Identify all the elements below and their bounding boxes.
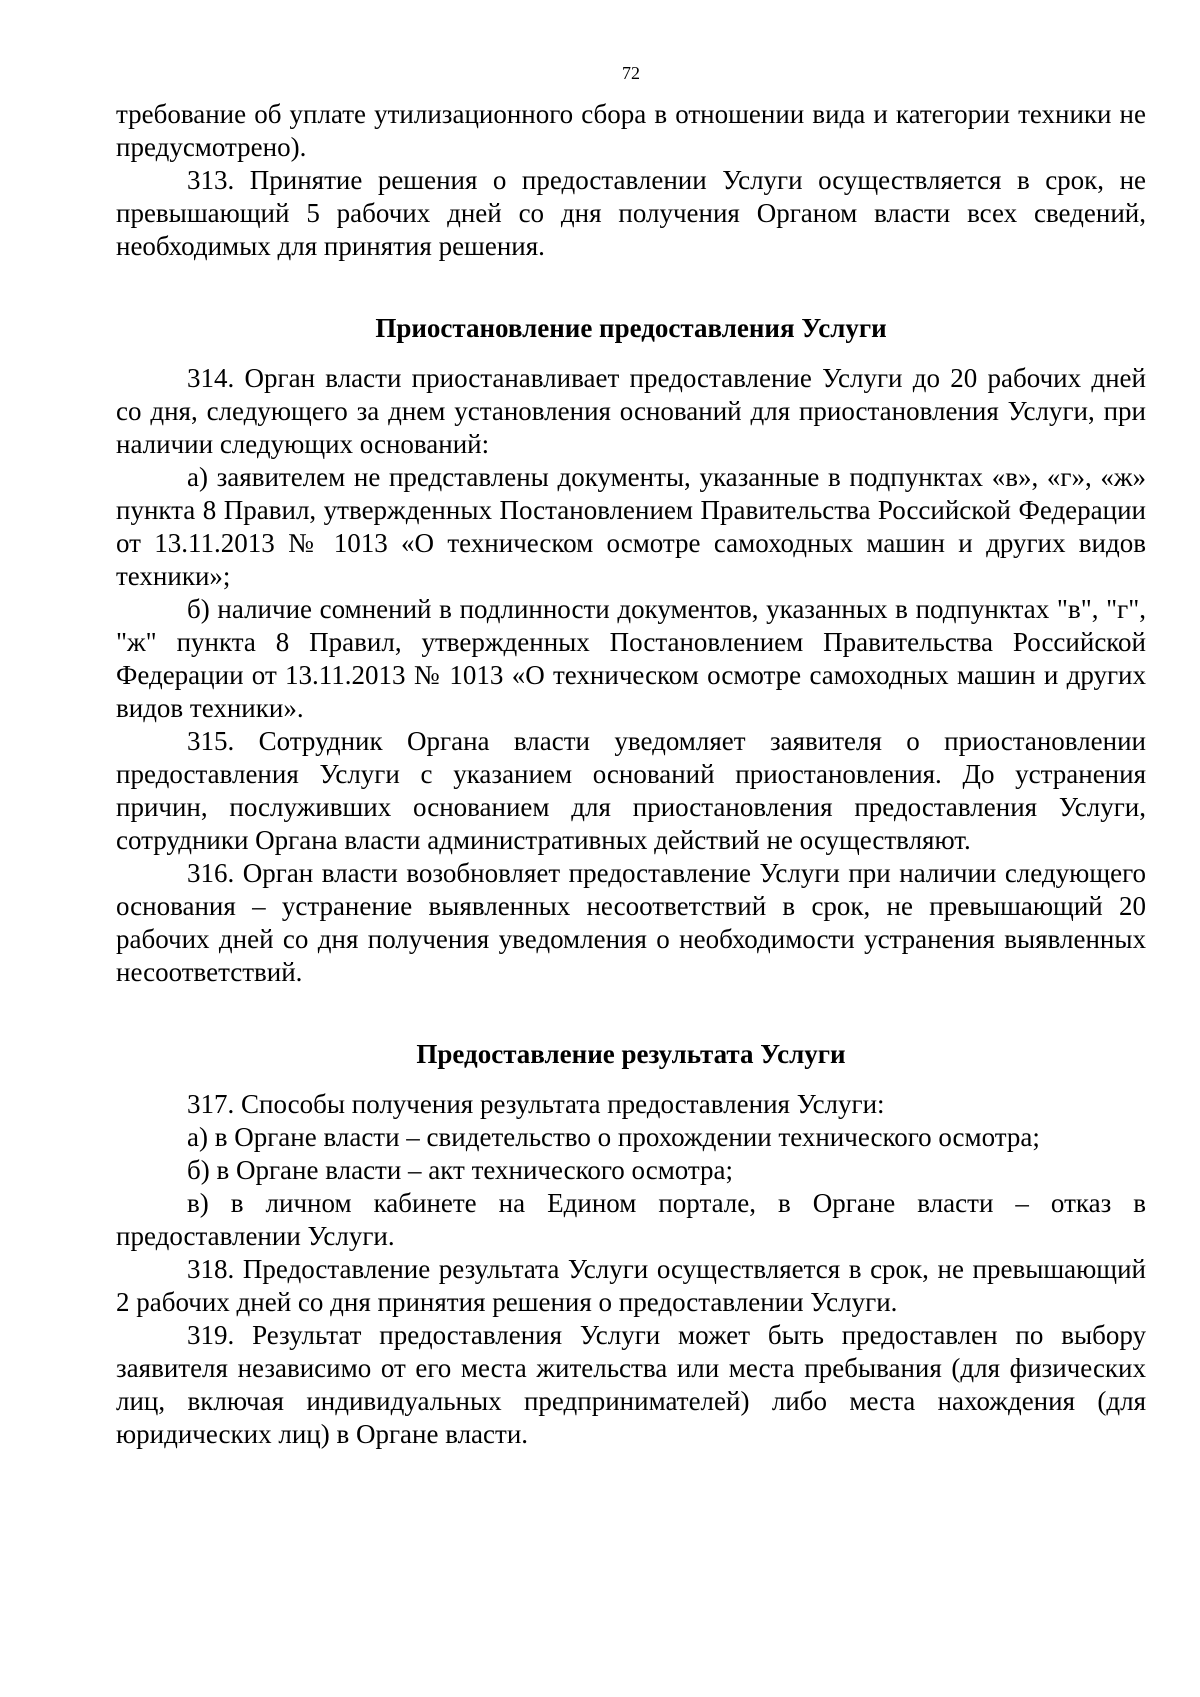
paragraph-315: 315. Сотрудник Органа власти уведомляет заявителя о приостановлении предоставления Услуги с указанием оснований приостановления. До устранения причин, послуживших основанием для приостановления предоставления Услуги, сотрудники Органа власти административных действий не осуществляют. <box>116 726 1146 855</box>
paragraph-317-v: в) в личном кабинете на Едином портале, в Органе власти – отказ в предоставлении Услуги. <box>116 1188 1146 1251</box>
paragraph-317: 317. Способы получения результата предоставления Услуги: <box>187 1089 885 1119</box>
section-heading-result: Предоставление результата Услуги <box>416 1039 846 1069</box>
section-heading-suspension: Приостановление предоставления Услуги <box>375 313 887 343</box>
paragraph-316: 316. Орган власти возобновляет предоставление Услуги при наличии следующего основания – устранение выявленных несоответствий в срок, не превышающий 20 рабочих дней со дня получения уведомления о необходимости устранения выявленных несоответствий. <box>116 858 1146 987</box>
paragraph-319: 319. Результат предоставления Услуги может быть предоставлен по выбору заявителя независимо от его места жительства или места пребывания (для физических лиц, включая индивидуальных предпринимателей) либо места нахождения (для юридических лиц) в Органе власти. <box>116 1320 1146 1449</box>
paragraph-continuation: требование об уплате утилизационного сбора в отношении вида и категории техники не предусмотрено). <box>116 99 1146 162</box>
paragraph-314: 314. Орган власти приостанавливает предоставление Услуги до 20 рабочих дней со дня, следующего за днем установления оснований для приостановления Услуги, при наличии следующих оснований: <box>116 363 1146 459</box>
paragraph-313: 313. Принятие решения о предоставлении Услуги осуществляется в срок, не превышающий 5 рабочих дней со дня получения Органом власти всех сведений, необходимых для принятия решения. <box>116 165 1146 261</box>
paragraph-314-a: а) заявителем не представлены документы, указанные в подпунктах «в», «г», «ж» пункта 8 Правил, утвержденных Постановлением Правительства Российской Федерации от 13.11.2013 № 1013 «О техническом осмотре самоходных машин и других видов техники»; <box>116 462 1146 591</box>
paragraph-314-b: б) наличие сомнений в подлинности документов, указанных в подпунктах "в", "г", "ж" пункта 8 Правил, утвержденных Постановлением Правительства Российской Федерации от 13.11.2013 № 1013 «О техническом осмотре самоходных машин и других видов техники». <box>116 594 1146 723</box>
paragraph-318: 318. Предоставление результата Услуги осуществляется в срок, не превышающий 2 рабочих дней со дня принятия решения о предоставлении Услуги. <box>116 1254 1146 1317</box>
paragraph-317-a: а) в Органе власти – свидетельство о прохождении технического осмотра; <box>187 1122 1040 1152</box>
paragraph-317-b: б) в Органе власти – акт технического осмотра; <box>187 1155 734 1185</box>
page-number: 72 <box>622 63 640 83</box>
document-page <box>116 62 1146 1451</box>
